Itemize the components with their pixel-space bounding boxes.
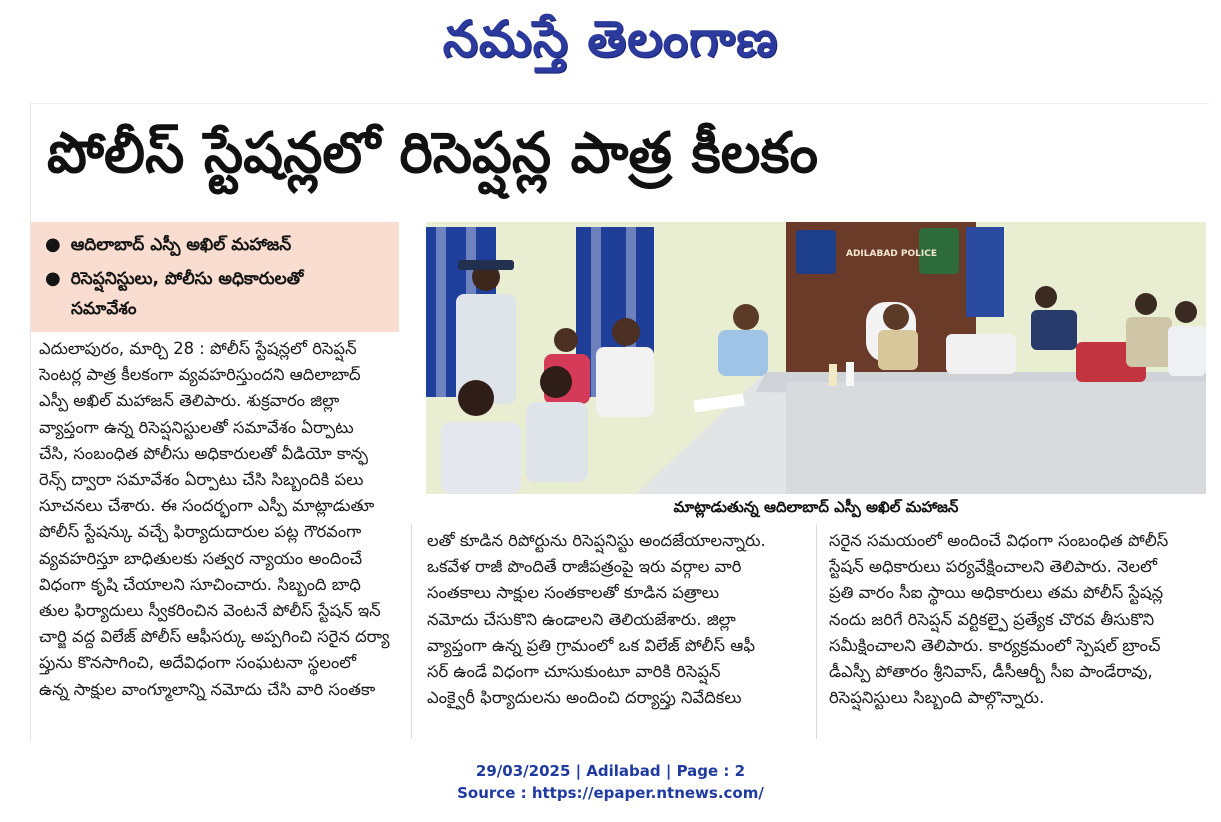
highlights-box (31, 222, 399, 332)
masthead-title: నమస్తే తెలంగాణ (442, 10, 779, 68)
article-text-line: చార్జి వద్ద విలేజ్ పోలీస్ ఆఫీసర్కు అప్పగించి సరైన దర్యా (39, 627, 390, 647)
photo-caption: మాట్లాడుతున్న ఆదిలాబాద్ ఎస్పీ అఖిల్ మహాజన్ (673, 498, 959, 516)
article-text-line: సర్ ఉండే విధంగా చూసుకుంటూ వారికి రిసెప్షన్ (427, 662, 721, 682)
bullet-icon: ● (45, 234, 61, 255)
article-text-line: నందు జరిగే రిసెప్షన్ వర్టికల్పై ప్రత్యేక చొరవ తీసుకొని (829, 609, 1155, 629)
article-text-line: ఎదులాపురం, మార్చి 28 : పోలీస్ స్టేషన్లలో రిసెప్షన్ (39, 339, 357, 358)
article-text-line: రిసెప్షనిస్టులు సిబ్బంది పాల్గొన్నారు. (829, 688, 1045, 708)
article-text-line: సెంటర్ల పాత్ర కీలకంగా వ్యవహరిస్తుందని ఆదిలాబాద్ (39, 365, 361, 385)
article-column-3 (829, 528, 1207, 711)
article-text-line: ఉన్న సాక్షుల వాంగ్మూలాన్ని నమోదు చేసి వారి సంతకా (39, 679, 376, 699)
article-text-line: సమీక్షించాలని తెలిపారు. కార్యక్రమంలో స్పెషల్ బ్రాంచ్ (829, 635, 1161, 655)
highlight-item (45, 262, 303, 296)
footer-date-edition: 29/03/2025 | Adilabad | Page : 2 (475, 762, 746, 780)
article-text-line: వ్యాప్తంగా ఉన్న ప్రతి గ్రామంలో ఒక విలేజ్ పోలీస్ ఆఫీ (427, 635, 755, 655)
article-text-line: రెన్స్ ద్వారా సమావేశం ఏర్పాటు చేసి సిబ్బందికి పలు (39, 470, 364, 490)
article-text-line: సూచనలు చేశారు. ఈ సందర్భంగా ఎస్పీ మాట్లాడుతూ (39, 496, 375, 516)
highlight-text: సమావేశం (71, 299, 137, 319)
article-text-line: పోలీస్ స్టేషన్కు వచ్చే ఫిర్యాదుదారుల పట్ల గౌరవంగా (39, 522, 362, 542)
news-clipping (30, 103, 1209, 742)
article-column-2 (427, 528, 807, 711)
bullet-icon: ● (45, 268, 61, 289)
article-text-line: సంతకాలు సాక్షుల సంతకాలతో కూడిన పత్రాలు (427, 583, 720, 603)
highlight-text: ఆదిలాబాద్ ఎస్పీ అఖిల్ మహాజన్ (70, 235, 292, 255)
article-text-line: వ్యాప్తంగా ఉన్న రిసెప్షనిస్టులతో సమావేశం ఏర్పాటు (39, 417, 354, 437)
highlight-text: రిసెప్షనిస్టులు, పోలీసు అధికారులతో (70, 269, 304, 289)
article-text-line: స్టేషన్ అధికారులు పర్యవేక్షించాలని తెలిపారు. నెలలో (829, 557, 1157, 577)
article-text-line: తుల ఫిర్యాదులు స్వీకరించిన వెంటనే పోలీస్ స్టేషన్ ఇన్ (39, 601, 381, 621)
board-sign: ADILABAD POLICE (846, 249, 937, 259)
column-divider (411, 524, 412, 739)
article-text-line: సరైన సమయంలో అందించే విధంగా సంబంధిత పోలీస్ (829, 531, 1169, 550)
article-text-line: ఎంక్వైరీ ఫిర్యాదులను అందించి దర్యాప్తు నివేదికలు (427, 688, 742, 708)
article-text-line: వ్యవహరిస్తూ బాధితులకు సత్వర న్యాయం అందించే (39, 548, 363, 568)
column-divider (816, 524, 817, 739)
article-text-line: చేసి, సంబంధిత పోలీసు అధికారులతో వీడియో కాన్ఫ (39, 443, 368, 463)
article-text-line: ఎస్పీ అఖిల్ మహాజన్ తెలిపారు. శుక్రవారం జిల్లా (39, 391, 340, 411)
highlight-item-continued (71, 292, 136, 326)
article-text-line: విధంగా కృషి చేయాలని సూచించారు. సిబ్బంది బాధి (39, 574, 361, 594)
article-text-line: డీఎస్పీ పోతారం శ్రీనివాస్, డీసీఆర్బీ సీఐ పాండేరావు, (829, 662, 1153, 682)
article-text-line: ఒకవేళ రాజీ పొందితే రాజీపత్రంపై ఇరు వర్గాల వారి (427, 557, 742, 577)
article-text-line: నమోదు చేసుకొని ఉండాలని తెలియజేశారు. జిల్లా (427, 609, 736, 629)
highlight-item (45, 228, 291, 262)
news-photo (426, 222, 1206, 494)
meeting-photo (426, 222, 1206, 494)
article-text-line: ప్తును కొనసాగించి, అదేవిధంగా సంఘటనా స్థలంలో (39, 653, 357, 673)
article-text-line: ప్రతి వారం సీఐ స్థాయి అధికారులు తమ పోలీస్ స్టేషన్ల (829, 583, 1164, 603)
article-text-line: లతో కూడిన రిపోర్టును రిసెప్షనిస్టు అందజేయాలన్నారు. (427, 531, 766, 550)
headline: పోలీస్ స్టేషన్లలో రిసెప్షన్ల పాత్ర కీలకం (47, 121, 819, 186)
footer-source-link[interactable]: Source : https://epaper.ntnews.com/ (457, 784, 764, 802)
article-column-1 (39, 336, 401, 703)
